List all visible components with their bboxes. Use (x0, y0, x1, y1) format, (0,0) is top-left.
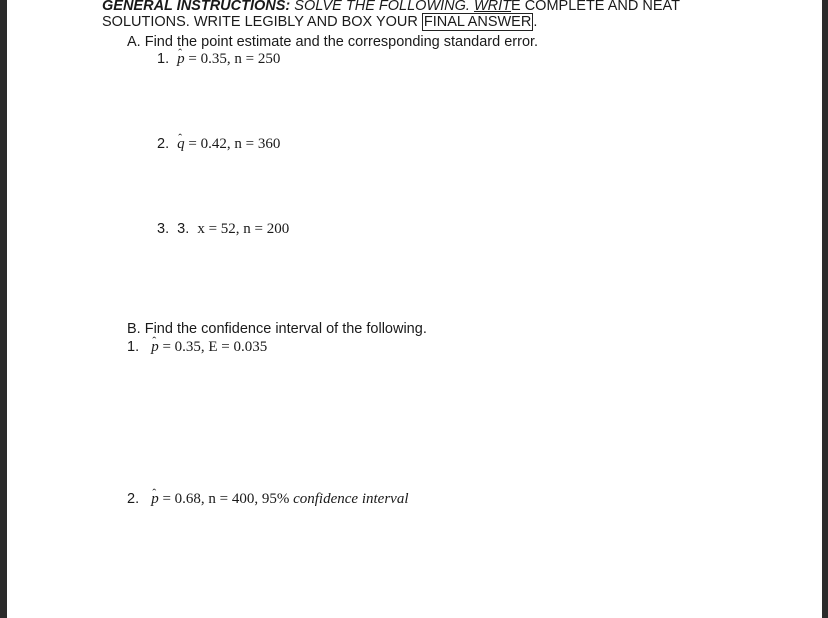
instructions-text-1: SOLVE THE FOLLOWING. (294, 0, 474, 14)
left-edge-border (0, 0, 7, 618)
item-number: 2. (127, 491, 140, 507)
item-number: 1. (157, 51, 170, 67)
instructions-line-2-end: . (533, 14, 538, 30)
section-b-item-1 (127, 339, 267, 355)
instructions-line-2-start: SOLUTIONS. WRITE LEGIBLY AND BOX YOUR (102, 14, 422, 30)
instructions-label: GENERAL INSTRUCTIONS: (102, 0, 291, 14)
instructions-text-2: WRIT (473, 0, 512, 14)
item-expression: x = 52, n = 200 (197, 221, 290, 237)
instructions-text-3: E COMPLETE AND NEAT (511, 0, 680, 14)
item-expression-rest: = 0.35, E = 0.035 (162, 339, 268, 355)
item-expression (177, 136, 280, 152)
confidence-interval-text: confidence interval (293, 491, 409, 507)
item-expression-rest: = 0.35, n = 250 (188, 51, 281, 67)
section-b-item-2 (127, 491, 408, 507)
item-expression (177, 51, 280, 67)
section-a-item-2 (157, 136, 280, 152)
p-hat-symbol: ˆ p (151, 491, 159, 507)
item-expression-rest: = 0.68, n = 400, 95% (162, 491, 290, 507)
final-answer-box: FINAL ANSWER (423, 14, 532, 30)
item-number: 2. (157, 136, 170, 152)
section-a-item-3 (157, 221, 289, 237)
p-hat-symbol: ˆ p (177, 51, 185, 67)
item-expression (151, 491, 408, 507)
section-a-heading: A. Find the point estimate and the corresponding standard error. (127, 34, 539, 50)
instructions-line-1 (102, 0, 680, 14)
item-expression-rest: = 0.42, n = 360 (188, 136, 281, 152)
item-number: 1. (127, 339, 140, 355)
p-hat-symbol: ˆ p (151, 339, 159, 355)
item-sub-number: 3. (177, 221, 190, 237)
q-hat-symbol: ˆ q (177, 136, 185, 152)
section-b-heading: B. Find the confidence interval of the following. (127, 321, 427, 337)
section-a-item-1 (157, 51, 280, 67)
instructions-line-2 (102, 14, 537, 30)
right-edge-border (822, 0, 828, 618)
item-expression (151, 339, 267, 355)
item-number: 3. (157, 221, 170, 237)
